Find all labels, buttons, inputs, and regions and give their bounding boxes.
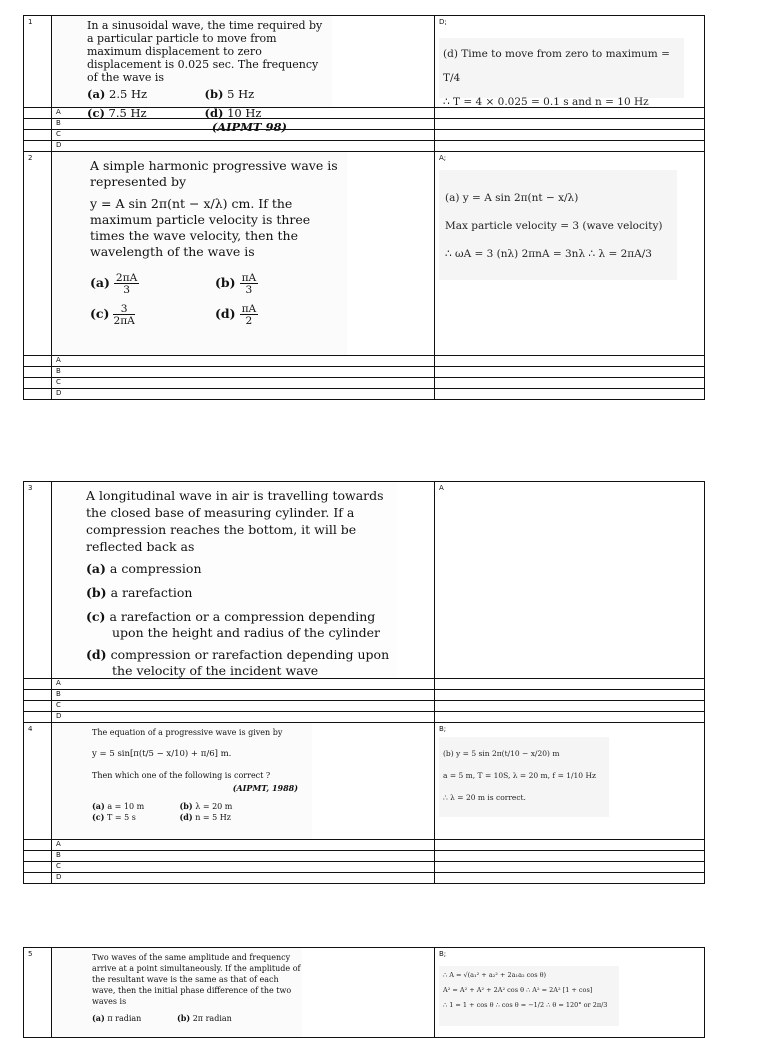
option-a: (a) 2.5 Hz (87, 87, 148, 101)
option-c: (c) a rarefaction or a compression depending upon the height and radius of the cylinder (86, 609, 380, 640)
question-stem-line: The equation of a progressive wave is given by (92, 728, 283, 737)
option-letter: C (56, 862, 61, 870)
options-grid (92, 801, 267, 822)
option-c: (c) 7.5 Hz (87, 106, 147, 120)
solution-line: (a) y = A sin 2π(nt − x/λ) (445, 192, 579, 204)
option-b: (b) $\frac{\pi A}{3}$ (215, 271, 257, 297)
answer-code: D; (439, 18, 447, 26)
option-letter: C (56, 378, 61, 386)
question-stem-line: A simple harmonic progressive wave is represented by (90, 158, 338, 189)
question-cell (52, 482, 435, 679)
answer-code: A; (439, 154, 447, 162)
solution-line: ∴ 1 = 1 + cos θ ∴ cos θ = −1/2 ∴ θ = 120° or 2π/3 (443, 1001, 608, 1009)
solution-line: ∴ ωA = 3 (nλ) 2πnA = 3nλ ∴ λ = 2πA/3 (445, 248, 652, 260)
option-letter: D (56, 873, 62, 881)
option-b: (b) 2π radian (177, 1013, 232, 1023)
solution-line: (d) Time to move from zero to maximum = T/4 (443, 48, 670, 84)
option-b: (b) 5 Hz (204, 87, 255, 101)
question-stem-equation: y = A sin 2π(nt − x/λ) cm. If the maximum particle velocity is three times the wave velocity, then the wavelength of the wave is (90, 196, 311, 259)
question-stem: Two waves of the same amplitude and frequency arrive at a point simultaneously. If the amplitude of the resultant wave is the same as that of each wave, then the initial phase difference of the two waves is (92, 953, 301, 1006)
question-table-5 (23, 947, 705, 1038)
solution-line: Max particle velocity = 3 (wave velocity) (445, 220, 663, 232)
option-letter: D (56, 712, 62, 720)
answer-code: B; (439, 725, 447, 733)
question-image (52, 152, 347, 355)
question-image (52, 723, 312, 839)
option-letter: B (56, 851, 61, 859)
question-number: 4 (28, 725, 33, 733)
option-a: (a) a compression (86, 561, 202, 576)
option-a: (a) a = 10 m (92, 801, 145, 811)
question-row (24, 482, 705, 679)
options-grid (90, 272, 347, 327)
answer-cell (435, 723, 705, 840)
question-image (52, 482, 397, 678)
option-letter: B (56, 119, 61, 127)
option-a: (a) π radian (92, 1013, 142, 1023)
option-letter: A (56, 840, 61, 848)
answer-cell (435, 16, 705, 108)
question-cell (52, 948, 435, 1038)
question-cell (52, 16, 435, 134)
option-letter: A (56, 679, 61, 687)
solution-line: ∴ A = √(a₁² + a₂² + 2a₁a₂ cos θ) (443, 971, 547, 979)
answer-code: A (439, 484, 444, 492)
option-c: (c) T = 5 s (92, 812, 136, 822)
question-number: 3 (28, 484, 33, 492)
question-stem: A longitudinal wave in air is travelling towards the closed base of measuring cylinder. If a compression reaches the bottom, it will be reflected back as (86, 488, 384, 554)
option-b: (b) λ = 20 m (179, 801, 233, 811)
option-letter: B (56, 690, 61, 698)
options-grid (92, 1013, 262, 1023)
option-d: (d) compression or rarefaction depending upon the velocity of the incident wave (86, 647, 390, 678)
option-letter: C (56, 130, 61, 138)
question-number-cell (24, 16, 52, 108)
source-tag: (AIPMT, 1988) (232, 783, 298, 793)
solution-line: ∴ λ = 20 m is correct. (443, 793, 526, 802)
option-b: (b) a rarefaction (86, 585, 193, 600)
question-image (52, 16, 332, 134)
question-image (52, 948, 302, 1037)
question-cell (52, 723, 435, 840)
question-stem: In a sinusoidal wave, the time required by a particular particle to move from maximum displacement to zero displacement is 0.025 sec. The frequency of the wave is (87, 19, 323, 84)
solution-image (439, 38, 684, 108)
solution-image (439, 737, 609, 817)
question-row (24, 152, 705, 356)
option-d: (d) $\frac{\pi A}{2}$ (215, 302, 257, 328)
solution-line: ∴ T = 4 × 0.025 = 0.1 s and n = 10 Hz (443, 96, 649, 108)
solution-line: a = 5 m, T = 10S, λ = 20 m, f = 1/10 Hz (443, 771, 596, 780)
question-row (24, 723, 705, 840)
question-number: 2 (28, 154, 33, 162)
options-list (86, 561, 397, 679)
question-table-1-2 (23, 15, 705, 400)
option-letter: D (56, 141, 62, 149)
solution-line: (b) y = 5 sin 2π(t/10 − x/20) m (443, 749, 560, 758)
option-letter: C (56, 701, 61, 709)
solution-image (439, 966, 619, 1026)
answer-cell (435, 482, 705, 679)
answer-code: B; (439, 950, 447, 958)
question-row (24, 948, 705, 1038)
solution-image (439, 170, 677, 280)
question-row (24, 16, 705, 108)
option-letter: B (56, 367, 61, 375)
option-d: (d) 10 Hz (AIPMT 98) (204, 106, 287, 134)
option-letter: A (56, 356, 61, 364)
solution-line: A² = A² + A² + 2A² cos θ ∴ A² = 2A² [1 + cos] (443, 986, 593, 994)
option-c: (c) $\frac{3}{2\pi A}$ (90, 302, 135, 328)
question-table-3-4 (23, 481, 705, 884)
answer-cell (435, 948, 705, 1038)
option-letter: A (56, 108, 61, 116)
source-tag: (AIPMT 98) (211, 120, 287, 134)
option-d: (d) n = 5 Hz (179, 812, 231, 822)
question-cell (52, 152, 435, 356)
question-number: 5 (28, 950, 33, 958)
option-a: (a) $\frac{2\pi A}{3}$ (90, 271, 138, 297)
question-stem-equation: y = 5 sin[π(t/5 − x/10) + π/6] m. (92, 749, 232, 759)
option-letter: D (56, 389, 62, 397)
question-number: 1 (28, 18, 33, 26)
answer-cell (435, 152, 705, 356)
question-stem-line: Then which one of the following is correct ? (92, 771, 271, 780)
